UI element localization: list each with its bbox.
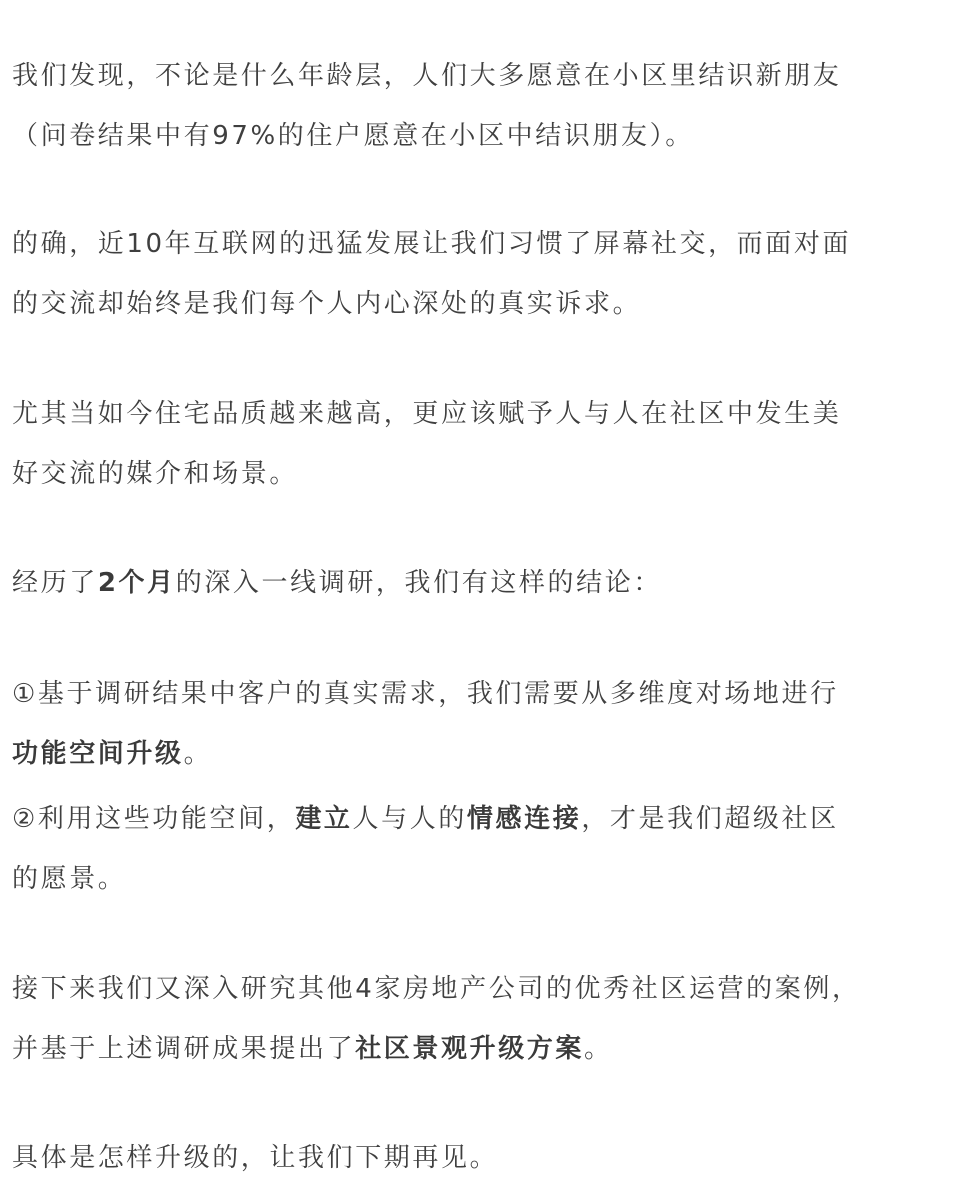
text-line: 的愿景。 <box>12 864 127 894</box>
text-line <box>12 724 839 784</box>
text-line: 的确，近10年互联网的迅猛发展让我们习惯了屏幕社交，而面对面 <box>12 229 852 259</box>
text-line: 接下来我们又深入研究其他4家房地产公司的优秀社区运营的案例， <box>12 974 861 1004</box>
paragraph-internet-social <box>12 214 851 334</box>
text-line <box>12 1019 861 1079</box>
paragraph-conclusion-1 <box>12 664 839 784</box>
text-span: 。 <box>183 739 213 769</box>
paragraph-survey-finding <box>12 46 841 166</box>
text-line <box>12 553 662 613</box>
bold-text: 社区景观升级方案 <box>355 1034 585 1064</box>
text-span: 的深入一线调研，我们有这样的结论： <box>175 568 662 598</box>
text-span: ，才是我们超级社区 <box>581 804 839 834</box>
bold-text: 功能空间升级 <box>12 739 184 769</box>
text-line: ①基于调研结果中客户的真实需求，我们需要从多维度对场地进行 <box>12 679 839 709</box>
text-span: 人与人的 <box>352 804 467 834</box>
text-line: 具体是怎样升级的，让我们下期再见。 <box>12 1143 499 1173</box>
text-line: 我们发现，不论是什么年龄层，人们大多愿意在小区里结识新朋友 <box>12 61 842 91</box>
bold-text: 情感连接 <box>466 804 582 834</box>
bold-text: 建立 <box>295 804 353 834</box>
text-span: 。 <box>584 1034 613 1064</box>
paragraph-closing <box>12 1128 498 1188</box>
paragraph-housing-quality <box>12 384 841 504</box>
text-line: 好交流的媒介和场景。 <box>12 459 299 489</box>
text-line <box>12 789 839 849</box>
text-span: 并基于上述调研成果提出了 <box>12 1034 356 1064</box>
paragraph-conclusion-2 <box>12 789 839 909</box>
paragraph-research-conclusion <box>12 553 662 613</box>
paragraph-case-study <box>12 959 861 1079</box>
text-line: 的交流却始终是我们每个人内心深处的真实诉求。 <box>12 289 642 319</box>
text-line: 尤其当如今住宅品质越来越高，更应该赋予人与人在社区中发生美 <box>12 399 842 429</box>
text-span: 经历了 <box>12 568 98 598</box>
text-span: ②利用这些功能空间， <box>12 804 296 834</box>
text-line: （问卷结果中有97%的住户愿意在小区中结识朋友）。 <box>12 121 694 151</box>
bold-text: 2个月 <box>97 568 176 598</box>
